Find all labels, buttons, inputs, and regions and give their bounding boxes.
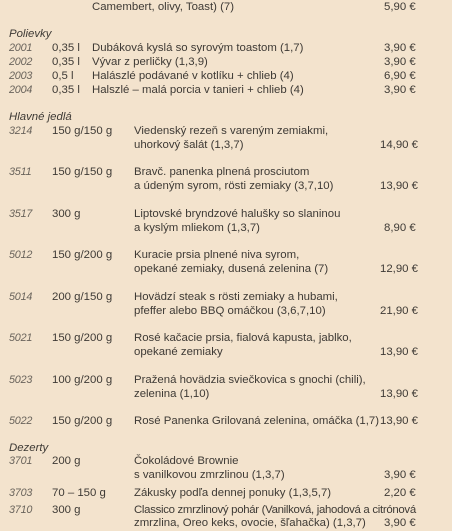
item-code: 5022 — [9, 415, 33, 427]
item-description: Viedenský rezeň s vareným zemiakmi, — [134, 125, 329, 137]
item-quantity: 150 g/150 g — [52, 125, 113, 137]
item-code: 2002 — [9, 56, 33, 68]
menu-item-description: Camembert, olivy, Toast) (7) — [92, 1, 234, 13]
item-price: 13,90 € — [380, 180, 419, 192]
item-description: Bravč. panenka plnená prosciutom — [134, 166, 310, 178]
item-code: 5021 — [9, 332, 33, 344]
item-description-line2: a údeným syrom, rösti zemiaky (3,7,10) — [134, 180, 334, 192]
item-description: Čokoládové Brownie — [134, 455, 239, 467]
item-code: 3710 — [9, 504, 33, 516]
item-price: 13,90 € — [380, 346, 419, 358]
item-code: 2004 — [9, 84, 33, 96]
item-code: 3511 — [9, 166, 32, 178]
item-quantity: 150 g/200 g — [52, 415, 113, 427]
item-quantity: 200 g — [52, 455, 81, 467]
item-price: 8,90 € — [384, 222, 416, 234]
item-description: Rosé Panenka Grilovaná zelenina, omáčka (1,7) — [134, 415, 380, 427]
item-price: 13,90 € — [380, 388, 419, 400]
item-quantity: 100 g/200 g — [52, 374, 113, 386]
item-description-line2: opekané zemiaky, dusená zelenina (7) — [134, 263, 329, 275]
item-price: 13,90 € — [380, 415, 419, 427]
item-description: Dubáková kyslá so syrovým toastom (1,7) — [92, 42, 304, 54]
section-heading-hlavne-jedla: Hlavné jedlá — [9, 111, 72, 123]
item-quantity: 0,35 l — [52, 84, 80, 96]
item-description-line2: zelenina (1,10) — [134, 388, 210, 400]
item-price: 2,20 € — [384, 487, 416, 499]
item-price: 3,90 € — [384, 517, 416, 529]
item-description: Kuracie prsia plnené niva syrom, — [134, 249, 300, 261]
item-quantity: 0,5 l — [52, 70, 74, 82]
item-price: 3,90 € — [384, 42, 416, 54]
item-quantity: 150 g/200 g — [52, 332, 113, 344]
item-code: 2003 — [9, 70, 33, 82]
item-description-line2: a kyslým mliekom (1,3,7) — [134, 222, 260, 234]
item-description: Rosé kačacie prsia, fialová kapusta, jablko, — [134, 332, 352, 344]
item-quantity: 200 g/150 g — [52, 291, 113, 303]
item-description: Halszlé – malá porcia v tanieri + chlieb (4) — [92, 84, 304, 96]
item-quantity: 300 g — [52, 504, 81, 516]
item-description: Hovädzí steak s rösti zemiaky a hubami, — [134, 291, 338, 303]
menu-item-price: 5,90 € — [384, 1, 416, 13]
item-quantity: 70 – 150 g — [52, 487, 106, 499]
item-description-line2: opekané zemiaky — [134, 346, 223, 358]
item-description: Classico zmrzlinový pohár (Vanilková, jahodová a citrónová — [134, 504, 416, 516]
item-code: 3517 — [9, 208, 33, 220]
item-price: 21,90 € — [380, 305, 419, 317]
item-description-line2: zmrzlina, Oreo keks, ovocie, šľahačka) (1,3,7) — [134, 517, 366, 529]
item-code: 5014 — [9, 291, 33, 303]
item-code: 5023 — [9, 374, 33, 386]
item-price: 3,90 € — [384, 84, 416, 96]
item-description-line2: pfeffer alebo BBQ omáčkou (3,6,7,10) — [134, 305, 326, 317]
item-price: 12,90 € — [380, 263, 419, 275]
item-description: Zákusky podľa dennej ponuky (1,3,5,7) — [134, 487, 332, 499]
section-heading-dezerty: Dezerty — [9, 442, 49, 454]
item-code: 3703 — [9, 487, 33, 499]
item-code: 5012 — [9, 249, 33, 261]
item-price: 3,90 € — [384, 56, 416, 68]
item-description-line2: uhorkový šalát (1,3,7) — [134, 139, 244, 151]
item-description: Vývar z perličky (1,3,9) — [92, 56, 208, 68]
item-price: 6,90 € — [384, 70, 416, 82]
item-description-line2: s vanilkovou zmrzlinou (1,3,7) — [134, 469, 285, 481]
item-code: 2001 — [9, 42, 33, 54]
item-code: 3701 — [9, 455, 33, 467]
item-description: Pražená hovädzia sviečkovica s gnochi (chili), — [134, 374, 366, 386]
item-description: Halászlé podávané v kotlíku + chlieb (4) — [92, 70, 294, 82]
item-quantity: 0,35 l — [52, 42, 80, 54]
item-price: 14,90 € — [380, 139, 419, 151]
item-code: 3214 — [9, 125, 33, 137]
item-description: Liptovské bryndzové halušky so slaninou — [134, 208, 341, 220]
item-quantity: 300 g — [52, 208, 81, 220]
item-quantity: 0,35 l — [52, 56, 80, 68]
section-heading-polievky: Polievky — [9, 28, 52, 40]
item-price: 3,90 € — [384, 469, 416, 481]
item-quantity: 150 g/150 g — [52, 166, 113, 178]
item-quantity: 150 g/200 g — [52, 249, 113, 261]
